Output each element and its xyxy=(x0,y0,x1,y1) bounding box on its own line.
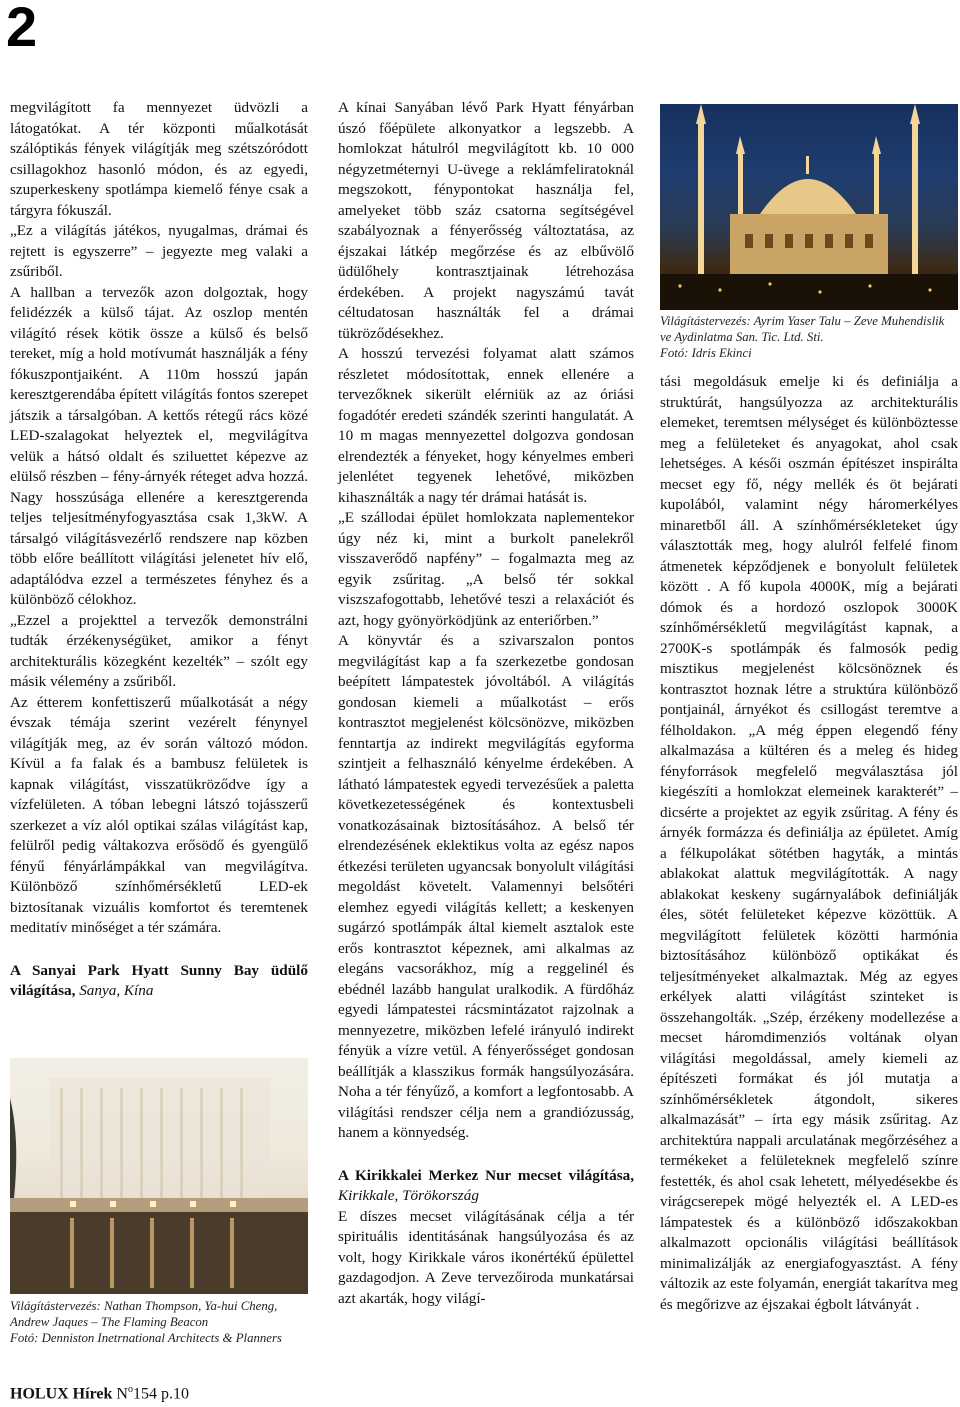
caption-photo-credit: Fotó: Idris Ekinci xyxy=(660,346,752,361)
column-2 xyxy=(338,98,634,1309)
paragraph: A hallban a tervezők azon dolgoztak, hogy felidézzék a külső tájat. Az oszlop mentén világító rések kötik össze a külső és belső tereket, míg a hold motívumát használják a fény fókuszpontjaiként. A 110m hosszú japán keresztgerendába épített világítás fontos szerepet játszik a társalgóban. A kettős rétegű rács közé LED-szalagokat helyeztek el, megvilágítva velük a hátsó oldalt és sziluettet képezve az elülső részben – fény-árnyék réteget adva hozzá. Nagy hosszúsága ellenére a keresztgerenda teljes teljesítményfogyasztása csak 1,3kW. A társalgó világításvezérlő rendszere nap közben több előre beállított világítási jelenetet hív elő, adaptálódva ezzel a természetes fényhez és a különböző célokhoz. xyxy=(10,283,308,608)
hotel-photo-caption xyxy=(10,1298,310,1347)
mosque-photo-caption xyxy=(660,313,958,362)
section-heading-kirikkale xyxy=(338,1166,634,1207)
footer-issue-sup: o xyxy=(127,1384,133,1395)
paragraph: „E szállodai épület homlokzata naplementekor úgy néz ki, mint a burkolt panelekről visszaverődő napfény” – fogalmazta meg az egyik zsűritag. „A belső tér sokkal viszszafogottabb, lehetővé teszi a relaxációt és azt, hogy gyönyörködjünk az enteriőrben.” xyxy=(338,509,634,629)
column-3 xyxy=(660,372,958,1315)
paragraph: A kínai Sanyában lévő Park Hyatt fényárban úszó főépülete alkonyatkor a legszebb. A homlokzat hátulról megvilágított kb. 10 000 négyzetméternyi U-üvege a reklámfeliratoknál megszokott, fénypontokat használja fel, amelyeket több száz csatorna segítségével szabályoznak a fényerősség változtatása, az éjszakai látkép megőrzése és az elbűvölő üdülőhely kontrasztjainak létrehozása érdekében. A projekt nagyszámú tavát céltudatosan használták fel a drámai tükröződésekhez. xyxy=(338,99,634,342)
footer-issue-prefix: N xyxy=(112,1385,128,1403)
paragraph: A hosszú tervezési folyamat alatt számos részletet módosítottak, ennek ellenére a tervezőknek sikerült elérniük az az óriási fogadótér eredeti szándék szerinti hangulatát. A 10 m magas mennyezettel dolgozva gondosan elrendezték a fényeket, hogy kényelmes emberi jelenlétet tegyenek lehetővé, miközben kihasználták a nagy tér drámai hatását is. xyxy=(338,345,634,506)
section-heading-sanya xyxy=(10,961,308,1002)
mosque-photo-illustration xyxy=(660,104,958,310)
caption-credits: Világítástervezés: Nathan Thompson, Ya-hui Cheng, Andrew Jaques – The Flaming Beacon xyxy=(10,1299,278,1330)
paragraph: tási megoldásuk emelje ki és definiálja a struktúrát, hangsúlyozza az architekturális elemeket, teremtsen mélységet és különböztesse meg a felületeket és anyagokat, ahol csak lehetséges. A késői oszmán építészet inspirálta mecset egy fő, négy mellék és öt bejárati kupolából, valamint négy háromerkélyes minaretből áll. A színhőmérsékleteket úgy választották meg, hogy alulról felfelé finom átmenetek képződjenek e bonyolult felületek között . A fő kupola 4000K, míg a bejárati dómok és a hordozó oszlopok 3000K színhőmérsékletű megvilágítást kapnak, a 2700K-s spotlámpák és falmosók pedig misztikus megjelenést kölcsönöznek és kontrasztot hoznak létre a struktúra különböző pontjainál, árnyékot és csillogást teremtve a félholdakon. „A még éppen elegendő fény alkalmazása a kültéren és a meleg és hideg fényforrások megfelelő megválasztása jól kiegészíti a homlokzat elemeinek karakterét” – dicsérte a projektet az egyik zsűritag. A fény és árnyék formázza és definiálja az épületet. Amíg a félkupolákat sötétben hagyták, a mintás ablakokat alattuk megvilágították. A nagy ablakokat keskeny sugárnyalábok definiálják éles, sötét felületeket képezve közöttük. A megvilágított felületek közötti harmónia biztosításához különböző optikákat és teljesítményeket alkalmaztak. Még az egyes erkélyek alatti világítást szinteket is összehangolták. „Szép, érzékeny modellezése a mecset háromdimenziós voltának olyan világítási megoldással, amely kiemeli az építészeti formákat és jól mutatja a színhőmérsékletek átgondolt, sikeres alkalmazását” – írta egy másik zsűritag. Az architektúra nappali arculatának megőrzéséhez a termékeket a felületeknek megfelelő színre festették, és ahol csak lehetett, mélyedésekbe és virágcserepek mögé helyezték el. A LED-es lámpatestek és a különböző időszakokban alkalmazott opcionális világítási beállítások minimalizálják az energiafogyasztást. A fény változik az este folyamán, energiát takarítva meg és megőrizve az éjszakai égbolt látványát . xyxy=(660,373,958,1313)
heading-title: A Sanyai Park Hyatt Sunny Bay üdülő világítása, xyxy=(10,961,308,999)
page-number: 2 xyxy=(6,0,38,58)
caption-photo-credit: Fotó: Denniston Inetrnational Architects & Planners xyxy=(10,1331,282,1346)
paragraph: „Ezzel a projekttel a tervezők demonstrálni tudták érzékenységüket, amikor a fényt architekturális közegként kezelték” – szólt egy másik vélemény a zsűriből. xyxy=(10,611,308,690)
footer-brand: HOLUX Hírek xyxy=(10,1385,113,1403)
mosque-photo xyxy=(660,104,958,310)
paragraph: Az étterem konfettiszerű műalkotását a négy évszak témája szerint vezérelt fénynyel világítják meg, az év során változó módon. Kívül a fa falak és a bambusz felületek is kapnak világítást, visszatükröződve így a vízfelületen. A tóban lebegni látszó tojásszerű szerkezet a víz alól optikai szálas világítást kap, felülről pedig váltakozva erősödő és gyengülő fényű fényárlámpákkal van megvilágítva. Különböző színhőmérsékletű LED-ek biztosítanak vizuális komfortot és teremtenek meditatív minőséget a tér számára. xyxy=(10,693,308,936)
heading-title: A Kirikkalei Merkez Nur mecset világítása, xyxy=(338,1166,634,1184)
paragraph: E díszes mecset világításának célja a tér spirituális identitásának hangsúlyozása és az volt, hogy Kirikkale város ikonértékű épülettel gazdagodjon. A Zeve tervezőiroda munkatársai azt akarták, hogy világí- xyxy=(338,1207,634,1307)
heading-location: Sanya, Kína xyxy=(75,982,154,999)
caption-credits: Világítástervezés: Ayrim Yaser Talu – Zeve Muhendislik ve Aydinlatma San. Tic. Ltd. Sti. xyxy=(660,314,945,345)
paragraph: A könyvtár és a szivarszalon pontos megvilágítást kap a fa szerkezetbe gondosan beépített lámpatestek jóvoltából. A világítás gondosan kiemeli a műalkotást – erős kontrasztot megjelenést kölcsönözve, miközben fenntartja az indirekt megvilágítás egyforma szintjeit a felhasználó kényelme érdekében. A látható lámpatestek egyedi tervezésűek a paletta következetességének és kontextusbeli vonatkozásainak biztosításához. A belső tér elrendezésének eklektikus volta az egész napos étkezési területen ugyancsak bonyolult világítási megoldást követelt. Valamennyi belsőtéri elemhez egyedi világítás kellett; a keskenyen sugárzó spotlámpák által kiemelt asztalok este erős kontrasztot képeznek, ami alkalmas az elegáns vacsorákhoz, míg a reggelinél és ebédnél lazább hangulat uralkodik. A fürdőház egyedi lámpatestei rácsmintázatot rajzolnak a mennyezetre, miközben lefelé irányuló indirekt fényük a vízre vetül. A fényerősséget gondosan beállítják a klasszikus formák hangsúlyozására. Noha a tér fényűző, a komfort a legfontosabb. A világítási rendszer célja nem a grandiózusság, hanem a könnyedség. xyxy=(338,632,634,1141)
heading-location: Kirikkale, Törökország xyxy=(338,1187,479,1204)
hotel-photo-illustration xyxy=(10,1058,308,1294)
paragraph: „Ez a világítás játékos, nyugalmas, drámai és rejtett is egyszerre” – jegyezte meg valaki a zsűriből. xyxy=(10,222,308,280)
column-1 xyxy=(10,98,308,1002)
footer-issue xyxy=(10,1384,189,1403)
hotel-photo xyxy=(10,1058,308,1294)
footer-issue-number: 154 p.10 xyxy=(132,1385,189,1403)
paragraph: megvilágított fa mennyezet üdvözli a látogatókat. A tér központi műalkotását szálóptikás fények világítják meg szétszóródott csillagokhoz hasonló módon, és az egyedi, szuperkeskeny spotlámpa kiemelő fénye csak a tárgyra fókuszál. xyxy=(10,99,308,219)
